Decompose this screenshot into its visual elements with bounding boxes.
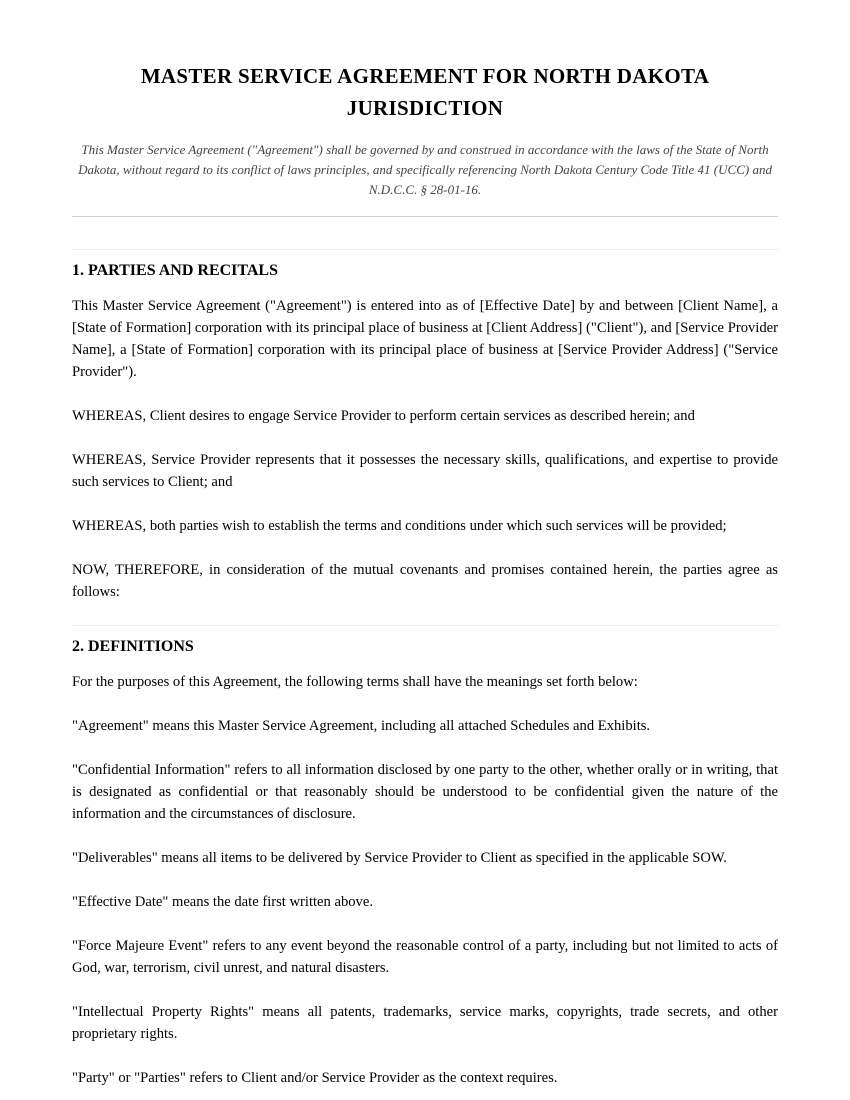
governing-law-note: This Master Service Agreement ("Agreement") shall be governed by and construed in accordance with the laws of the State of North Dakota, without regard to its conflict of laws principles, and specifically referencing North Dakota Century Code Title 41 (UCC) and N.D.C.C. § 28-01-16. — [78, 142, 772, 197]
paragraph: This Master Service Agreement ("Agreement") is entered into as of [Effective Date] by and between [Client Name], a [State of Formation] corporation with its principal place of business at [Client Address] ("Client"), and [Service Provider Name], a [State of Formation] corporation with its principal place of business at [Service Provider Address] ("Service Provider"). — [72, 298, 778, 380]
header-rule — [72, 216, 778, 217]
section-divider — [72, 249, 778, 250]
section-parties-and-recitals — [72, 249, 778, 603]
paragraph: "Effective Date" means the date first written above. — [72, 894, 373, 910]
section-heading: 2. DEFINITIONS — [72, 638, 194, 655]
document-page — [72, 0, 778, 1089]
paragraph: WHEREAS, Service Provider represents that it possesses the necessary skills, qualifications, and expertise to provide such services to Client; and — [72, 452, 778, 490]
paragraph: For the purposes of this Agreement, the following terms shall have the meanings set forth below: — [72, 674, 638, 690]
paragraph: "Agreement" means this Master Service Agreement, including all attached Schedules and Exhibits. — [72, 718, 651, 734]
paragraph: "Confidential Information" refers to all information disclosed by one party to the other, whether orally or in writing, that is designated as confidential or that reasonably should be understood to be confidential given the nature of the information and the circumstances of disclosure. — [72, 762, 778, 822]
section-divider — [72, 625, 778, 626]
section-heading: 1. PARTIES AND RECITALS — [72, 262, 278, 279]
paragraph: WHEREAS, Client desires to engage Service Provider to perform certain services as described herein; and — [72, 408, 695, 424]
paragraph: "Intellectual Property Rights" means all patents, trademarks, service marks, copyrights, trade secrets, and other proprietary rights. — [72, 1004, 778, 1042]
paragraph: "Party" or "Parties" refers to Client and/or Service Provider as the context requires. — [72, 1070, 558, 1086]
paragraph: NOW, THEREFORE, in consideration of the mutual covenants and promises contained herein, the parties agree as follows: — [72, 562, 778, 600]
section-definitions — [72, 625, 778, 1089]
paragraph: "Force Majeure Event" refers to any event beyond the reasonable control of a party, including but not limited to acts of God, war, terrorism, civil unrest, and natural disasters. — [72, 938, 778, 976]
document-title: MASTER SERVICE AGREEMENT FOR NORTH DAKOTA JURISDICTION — [140, 64, 710, 120]
paragraph: "Deliverables" means all items to be delivered by Service Provider to Client as specified in the applicable SOW. — [72, 850, 727, 866]
paragraph: WHEREAS, both parties wish to establish the terms and conditions under which such services will be provided; — [72, 518, 727, 534]
